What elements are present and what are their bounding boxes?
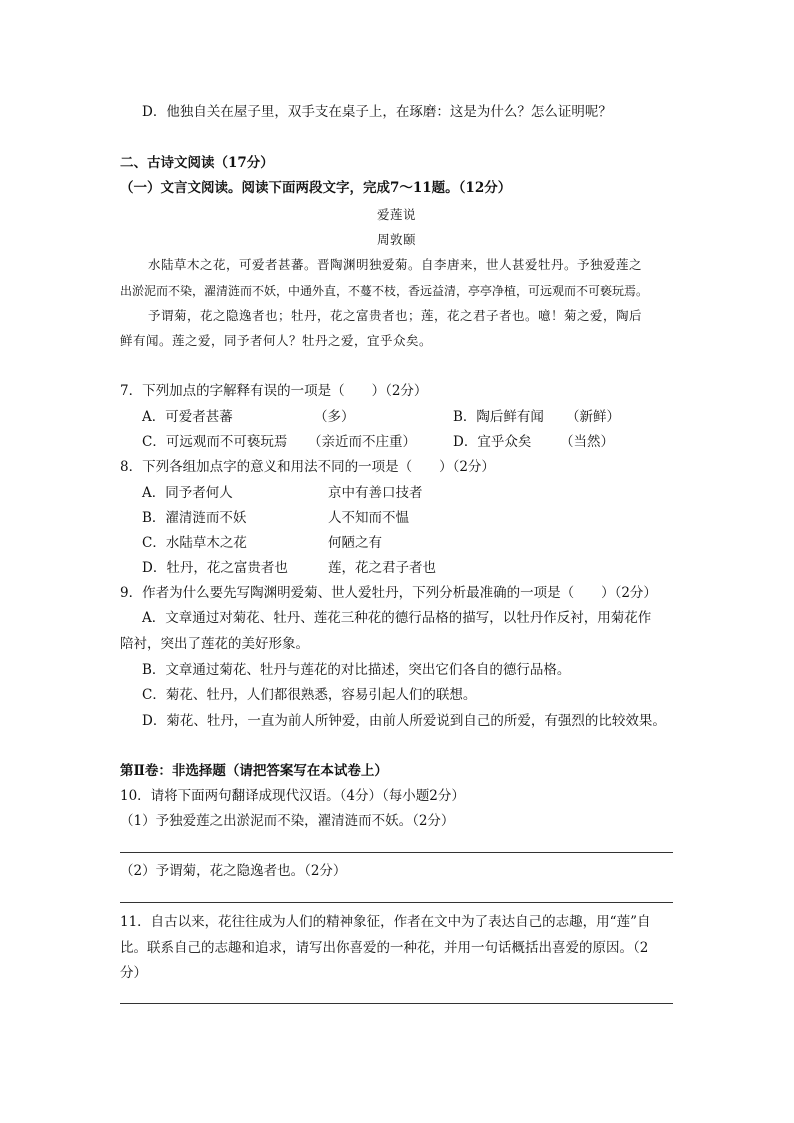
q9-option-a: A．文章通过对菊花、牡丹、莲花三种花的德行品格的描写，以牡丹作反衬，用菊花作 — [142, 610, 652, 626]
q9-option-d: D．菊花、牡丹，一直为前人所钟爱，由前人所爱说到自己的所爱，有强烈的比较效果。 — [142, 713, 666, 729]
option-d-text: D．他独自关在屋子里，双手支在桌子上，在琢磨：这是为什么？怎么证明呢？ — [142, 104, 612, 120]
passage-line: 出淤泥而不染，濯清涟而不妖，中通外直，不蔓不枝，香远益清，亭亭净植，可远观而不可亵玩焉。 — [120, 284, 649, 298]
passage-line: 鲜有闻。莲之爱，同予者何人？牡丹之爱，宜乎众矣。 — [120, 333, 433, 348]
passage-title: 爱莲说 — [376, 207, 416, 222]
passage-author: 周敦颐 — [376, 232, 416, 247]
q7-option-a: A．可爱者甚蕃 — [142, 409, 233, 425]
part2-heading: 第Ⅱ卷：非选择题（请把答案写在本试卷上） — [120, 763, 388, 779]
q11-line: 比。联系自己的志趣和追求，请写出你喜爱的一种花，并用一句话概括出喜爱的原因。（2 — [120, 940, 649, 956]
q7-option-c-note: （亲近而不庄重） — [308, 434, 416, 450]
q9-stem: 9．作者为什么要先写陶渊明爱菊、世人爱牡丹，下列分析最准确的一项是（ ）（2分） — [120, 585, 657, 601]
answer-line[interactable] — [120, 902, 673, 903]
q9-option-c: C．菊花、牡丹，人们都很熟悉，容易引起人们的联想。 — [142, 687, 477, 703]
answer-line[interactable] — [120, 1003, 673, 1004]
answer-line[interactable] — [120, 852, 673, 853]
q7-option-d: D．宜乎众矣 — [453, 434, 532, 450]
q8-option-right: 京中有善口技者 — [328, 485, 423, 501]
q8-option-left: D．牡丹，花之富贵者也 — [142, 560, 288, 576]
section-heading: 二、古诗文阅读（17分） — [120, 155, 274, 171]
q11-line: 分） — [120, 965, 147, 981]
q8-option-left: B．濯清涟而不妖 — [142, 510, 247, 526]
q10-stem: 10．请将下面两句翻译成现代汉语。（4分）（每小题2分） — [120, 788, 465, 804]
q8-option-right: 何陋之有 — [328, 535, 382, 551]
q11-line: 11．自古以来，花往往成为人们的精神象征，作者在文中为了表达自己的志趣，用“莲”自 — [120, 914, 651, 930]
q8-option-left: A．同予者何人 — [142, 485, 233, 501]
q7-option-b-note: （新鲜） — [566, 409, 620, 425]
q7-option-a-note: （多） — [314, 409, 355, 425]
q7-option-b: B．陶后鲜有闻 — [453, 409, 544, 425]
q10-item-1: （1）予独爱莲之出淤泥而不染，濯清涟而不妖。（2分） — [120, 813, 455, 829]
q7-stem: 7．下列加点的字解释有误的一项是（ ）（2分） — [120, 383, 428, 399]
q9-option-a-cont: 陪衬，突出了莲花的美好形象。 — [120, 636, 309, 652]
sub-heading: （一）文言文阅读。阅读下面两段文字，完成7～11题。（12分） — [120, 180, 512, 196]
passage-line: 予谓菊，花之隐逸者也；牡丹，花之富贵者也；莲，花之君子者也。噫！菊之爱，陶后 — [148, 308, 643, 323]
q7-option-c: C．可远观而不可亵玩焉 — [142, 434, 288, 450]
q8-option-left: C．水陆草木之花 — [142, 535, 247, 551]
q10-item-2: （2）予谓菊，花之隐逸者也。（2分） — [120, 863, 347, 879]
q7-option-d-note: （当然） — [560, 434, 614, 450]
q8-stem: 8．下列各组加点字的意义和用法不同的一项是（ ）（2分） — [120, 459, 495, 475]
q8-option-right: 人不知而不愠 — [328, 510, 409, 526]
q9-option-b: B．文章通过菊花、牡丹与莲花的对比描述，突出它们各自的德行品格。 — [142, 662, 571, 678]
q8-option-right: 莲，花之君子者也 — [328, 560, 436, 576]
passage-line: 水陆草木之花，可爱者甚蕃。晋陶渊明独爱菊。自李唐来，世人甚爱牡丹。予独爱莲之 — [148, 257, 643, 272]
